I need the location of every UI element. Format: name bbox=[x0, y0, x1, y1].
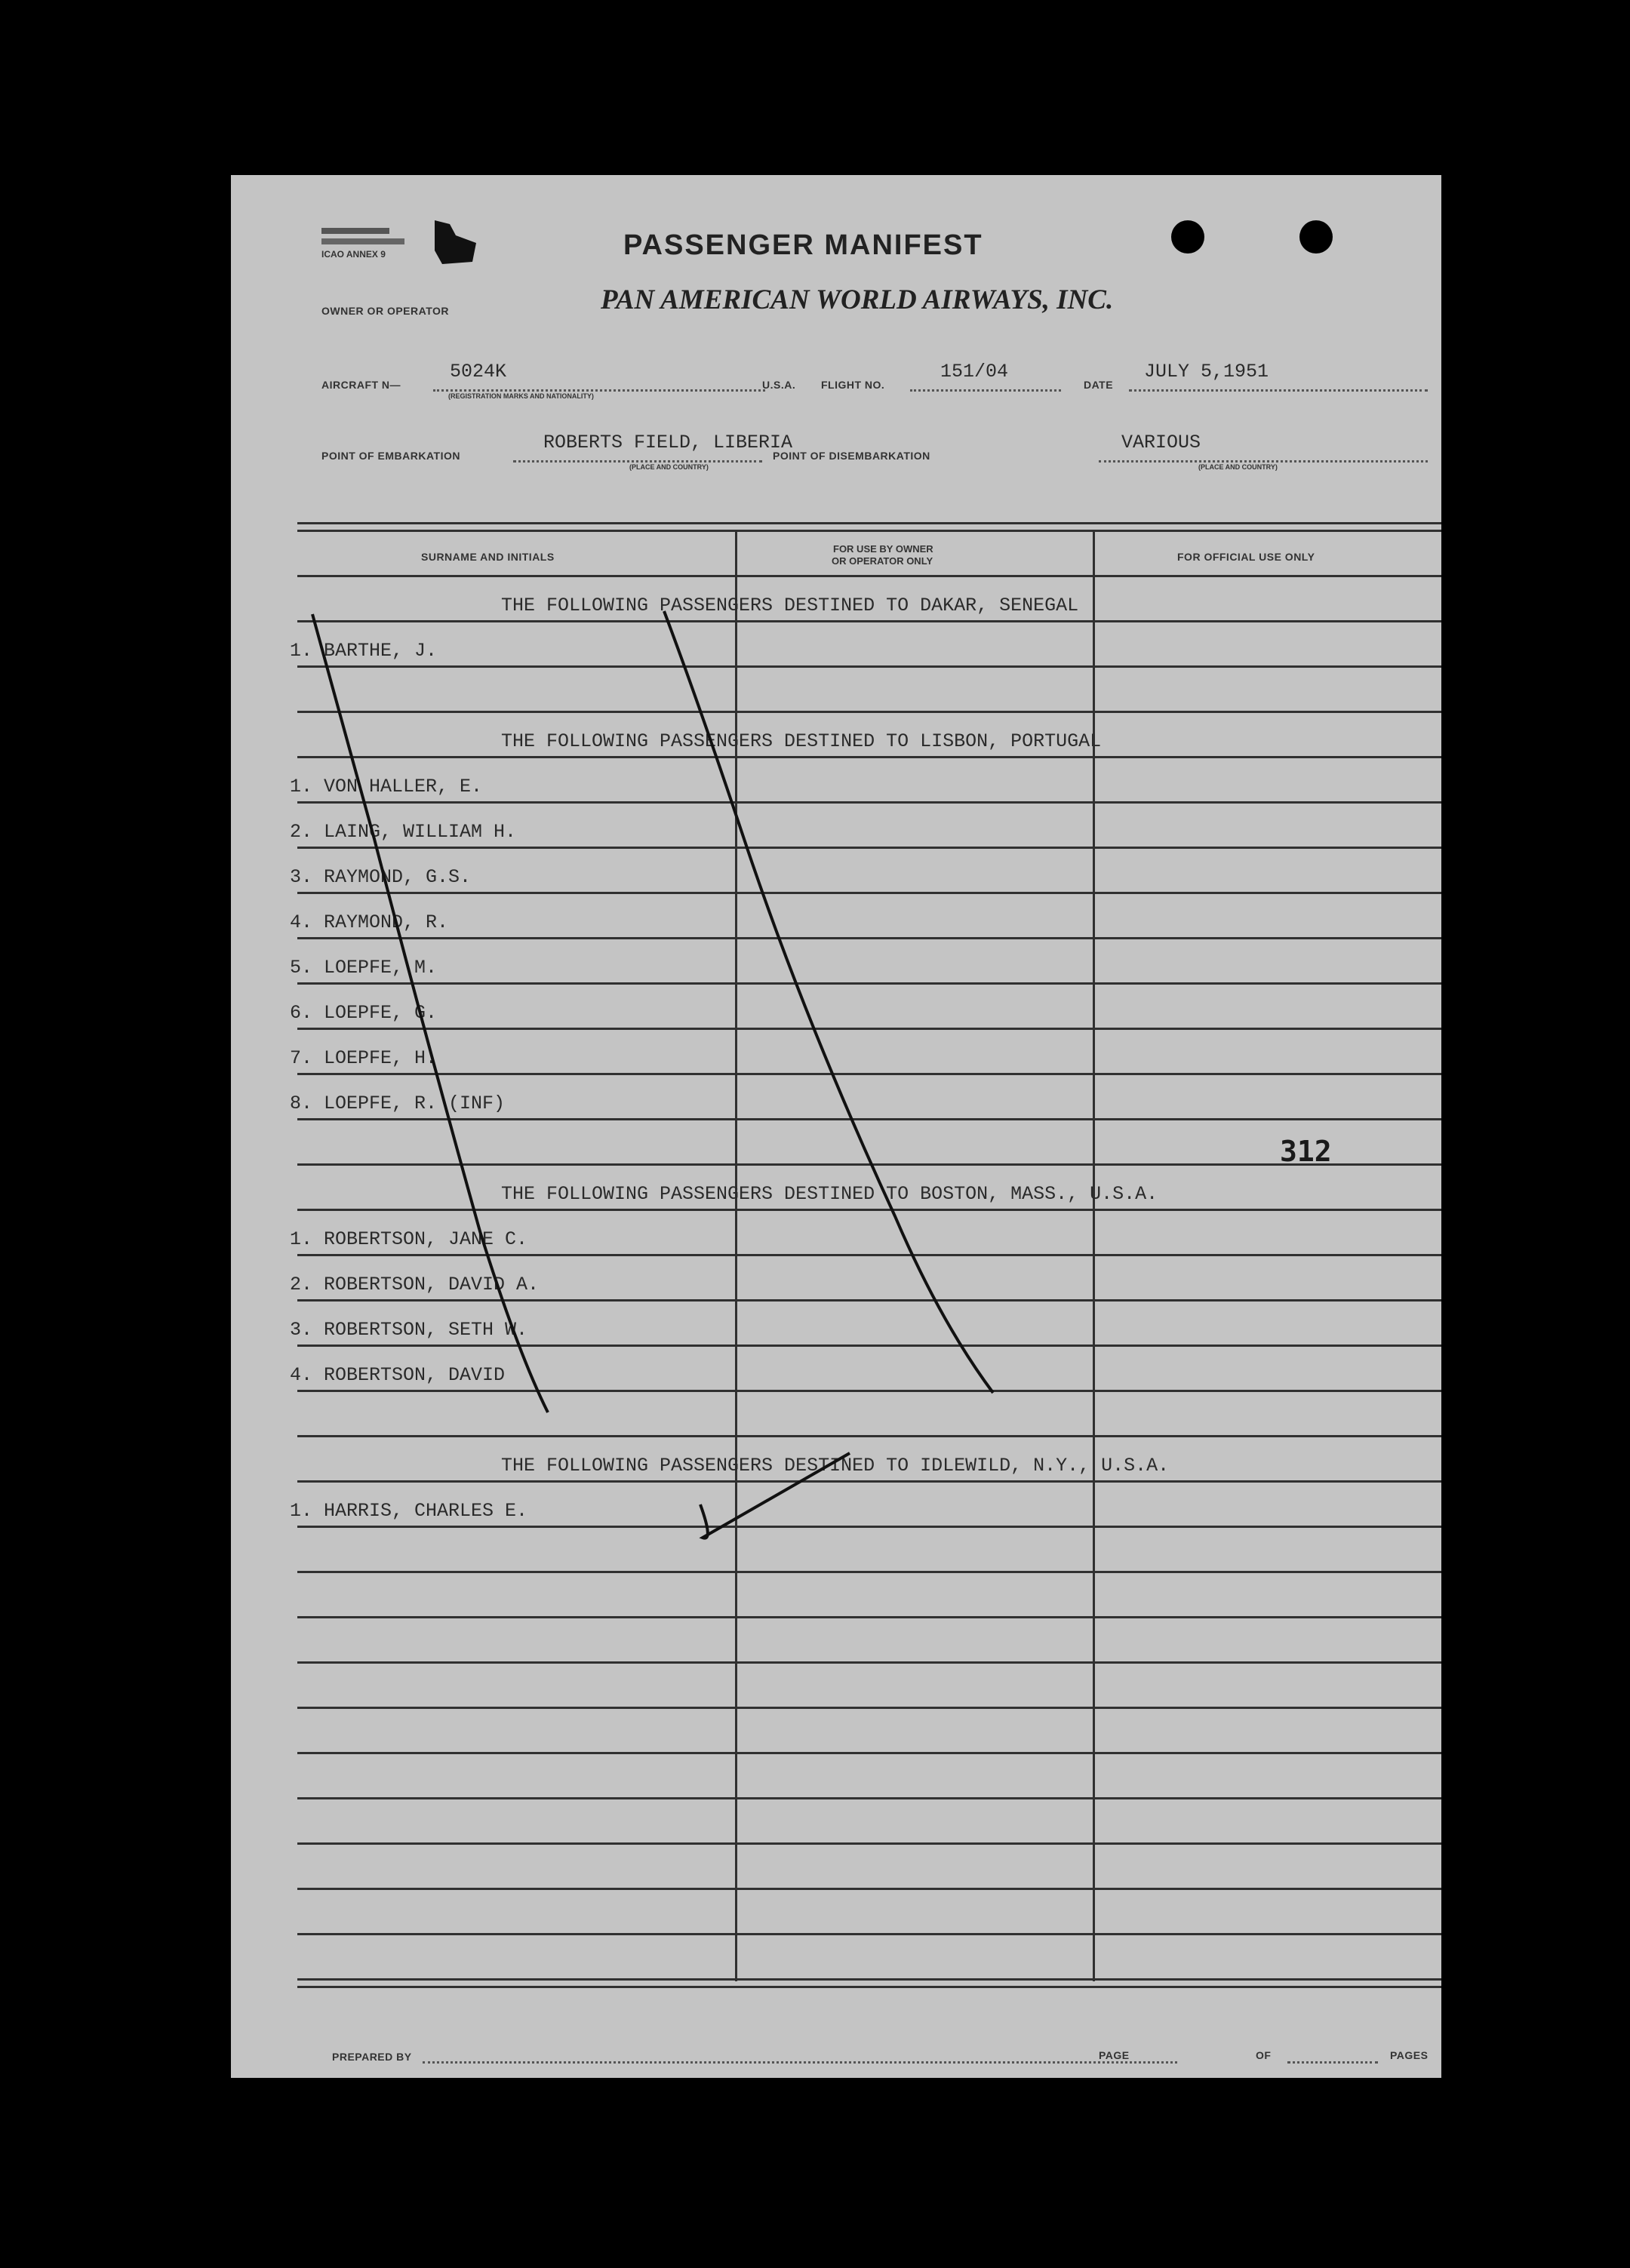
passenger-entry: 1. VON HALLER, E. bbox=[290, 776, 483, 797]
form-corner-code: ICAO ANNEX 9 bbox=[321, 249, 386, 260]
aircraft-label: AIRCRAFT N— bbox=[321, 379, 401, 391]
group-heading: THE FOLLOWING PASSENGERS DESTINED TO DAKAR, SENEGAL bbox=[501, 595, 1079, 616]
flight-value: 151/04 bbox=[940, 361, 1009, 383]
disembark-label: POINT OF DISEMBARKATION bbox=[773, 450, 930, 462]
passenger-entry: 4. ROBERTSON, DAVID bbox=[290, 1364, 506, 1386]
passenger-entry: 6. LOEPFE, G. bbox=[290, 1002, 438, 1024]
col-header-owner-1: FOR USE BY OWNER bbox=[833, 543, 933, 555]
form-title: PASSENGER MANIFEST bbox=[623, 229, 983, 261]
disembark-sub: (PLACE AND COUNTRY) bbox=[1198, 463, 1278, 471]
passenger-entry: 8. LOEPFE, R. (INF) bbox=[290, 1093, 506, 1114]
passenger-entry: 3. ROBERTSON, SETH W. bbox=[290, 1319, 528, 1341]
flight-label: FLIGHT NO. bbox=[821, 379, 885, 391]
col-header-official: FOR OFFICIAL USE ONLY bbox=[1177, 551, 1315, 563]
date-value: JULY 5,1951 bbox=[1144, 361, 1269, 383]
group-heading: THE FOLLOWING PASSENGERS DESTINED TO BOSTON, MASS., U.S.A. bbox=[501, 1183, 1158, 1205]
col-header-owner-2: OR OPERATOR ONLY bbox=[832, 555, 933, 567]
col-header-surname: SURNAME AND INITIALS bbox=[421, 551, 555, 563]
of-label: OF bbox=[1256, 2049, 1272, 2061]
group-heading: THE FOLLOWING PASSENGERS DESTINED TO IDLEWILD, N.Y., U.S.A. bbox=[501, 1455, 1170, 1477]
date-label: DATE bbox=[1084, 379, 1114, 391]
aircraft-sub: (REGISTRATION MARKS AND NATIONALITY) bbox=[448, 392, 594, 400]
manifest-sheet bbox=[231, 175, 1441, 2078]
page-count-line bbox=[1287, 2061, 1378, 2064]
usa-label: U.S.A. bbox=[762, 379, 796, 391]
ink-check-marks bbox=[231, 175, 1441, 2078]
disembark-value: VARIOUS bbox=[1121, 432, 1201, 453]
pages-label: PAGES bbox=[1390, 2049, 1429, 2061]
aircraft-value: 5024K bbox=[450, 361, 507, 383]
embark-label: POINT OF EMBARKATION bbox=[321, 450, 460, 462]
group-heading: THE FOLLOWING PASSENGERS DESTINED TO LISBON, PORTUGAL bbox=[501, 730, 1102, 752]
company-name: PAN AMERICAN WORLD AIRWAYS, INC. bbox=[601, 284, 1114, 315]
page-label: PAGE bbox=[1099, 2049, 1130, 2061]
embark-sub: (PLACE AND COUNTRY) bbox=[629, 463, 709, 471]
passenger-entry: 5. LOEPFE, M. bbox=[290, 957, 438, 979]
prepared-label: PREPARED BY bbox=[332, 2051, 412, 2063]
passenger-entry: 2. LAING, WILLIAM H. bbox=[290, 821, 517, 843]
owner-label: OWNER OR OPERATOR bbox=[321, 305, 449, 317]
stamp-number: 312 bbox=[1280, 1135, 1332, 1168]
passenger-entry: 1. HARRIS, CHARLES E. bbox=[290, 1500, 528, 1522]
embark-value: ROBERTS FIELD, LIBERIA bbox=[543, 432, 793, 453]
passenger-entry: 1. BARTHE, J. bbox=[290, 640, 438, 662]
passenger-entry: 2. ROBERTSON, DAVID A. bbox=[290, 1274, 540, 1295]
passenger-entry: 7. LOEPFE, H. bbox=[290, 1047, 438, 1069]
passenger-entry: 1. ROBERTSON, JANE C. bbox=[290, 1228, 528, 1250]
passenger-entry: 4. RAYMOND, R. bbox=[290, 911, 449, 933]
prepared-line bbox=[423, 2061, 1177, 2064]
passenger-entry: 3. RAYMOND, G.S. bbox=[290, 866, 472, 888]
